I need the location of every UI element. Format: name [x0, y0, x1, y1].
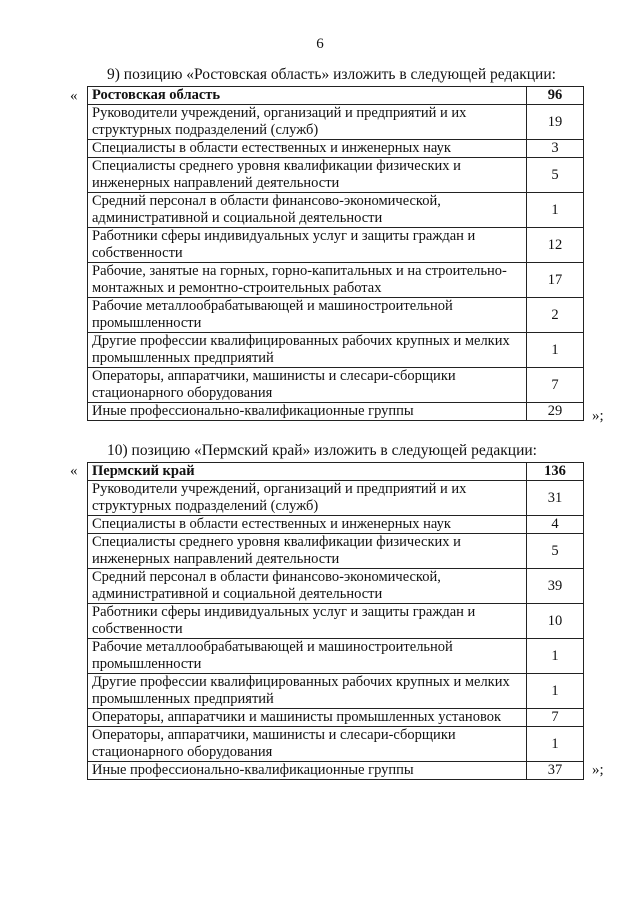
table-row	[88, 158, 584, 193]
group-name: Руководители учреждений, организаций и предприятий и их структурных подразделений (служб)	[88, 105, 527, 140]
group-value: 4	[527, 516, 584, 534]
group-value: 5	[527, 534, 584, 569]
group-name: Другие профессии квалифицированных рабочих крупных и мелких промышленных предприятий	[88, 333, 527, 368]
group-value: 1	[527, 639, 584, 674]
group-value: 12	[527, 228, 584, 263]
group-value: 37	[527, 762, 584, 780]
group-name: Рабочие металлообрабатывающей и машиностроительной промышленности	[88, 639, 527, 674]
group-name: Специалисты в области естественных и инженерных наук	[88, 516, 527, 534]
table-row	[88, 727, 584, 762]
group-name: Иные профессионально-квалификационные группы	[88, 762, 527, 780]
group-name: Специалисты среднего уровня квалификации физических и инженерных направлений деятельности	[88, 158, 527, 193]
table-row	[88, 639, 584, 674]
table-row	[88, 569, 584, 604]
region-name: Пермский край	[88, 463, 527, 481]
group-name: Рабочие металлообрабатывающей и машиностроительной промышленности	[88, 298, 527, 333]
group-value: 7	[527, 368, 584, 403]
table-row	[88, 534, 584, 569]
group-value: 19	[527, 105, 584, 140]
open-quote: «	[70, 88, 78, 104]
table-row	[88, 403, 584, 421]
table-row	[88, 105, 584, 140]
group-name: Специалисты среднего уровня квалификации физических и инженерных направлений деятельности	[88, 534, 527, 569]
table-header-row	[88, 87, 584, 105]
group-value: 1	[527, 727, 584, 762]
close-quote: »;	[592, 762, 604, 778]
group-value: 1	[527, 193, 584, 228]
table-row	[88, 298, 584, 333]
perm-table	[87, 462, 584, 780]
table-row	[88, 140, 584, 158]
group-name: Руководители учреждений, организаций и предприятий и их структурных подразделений (служб)	[88, 481, 527, 516]
table-row	[88, 228, 584, 263]
rostov-table	[87, 86, 584, 421]
section-intro-perm: 10) позицию «Пермский край» изложить в следующей редакции:	[107, 442, 537, 459]
group-value: 2	[527, 298, 584, 333]
group-value: 10	[527, 604, 584, 639]
group-name: Рабочие, занятые на горных, горно-капитальных и на строительно-монтажных и ремонтно-строительных работах	[88, 263, 527, 298]
table-row	[88, 674, 584, 709]
group-value: 7	[527, 709, 584, 727]
table-row	[88, 604, 584, 639]
group-name: Средний персонал в области финансово-экономической, административной и социальной деятельности	[88, 193, 527, 228]
table-header-row	[88, 463, 584, 481]
page-number: 6	[316, 36, 324, 52]
open-quote: «	[70, 463, 78, 479]
group-value: 29	[527, 403, 584, 421]
group-value: 1	[527, 333, 584, 368]
region-total: 96	[527, 87, 584, 105]
group-name: Операторы, аппаратчики и машинисты промышленных установок	[88, 709, 527, 727]
group-value: 39	[527, 569, 584, 604]
group-value: 5	[527, 158, 584, 193]
table-row	[88, 263, 584, 298]
region-name: Ростовская область	[88, 87, 527, 105]
table-row	[88, 481, 584, 516]
table-row	[88, 516, 584, 534]
table-row	[88, 762, 584, 780]
table-row	[88, 709, 584, 727]
group-value: 3	[527, 140, 584, 158]
group-name: Специалисты в области естественных и инженерных наук	[88, 140, 527, 158]
group-name: Операторы, аппаратчики, машинисты и слесари-сборщики стационарного оборудования	[88, 727, 527, 762]
group-name: Иные профессионально-квалификационные группы	[88, 403, 527, 421]
close-quote: »;	[592, 408, 604, 424]
group-value: 17	[527, 263, 584, 298]
table-row	[88, 333, 584, 368]
table-row	[88, 368, 584, 403]
group-name: Другие профессии квалифицированных рабочих крупных и мелких промышленных предприятий	[88, 674, 527, 709]
group-name: Операторы, аппаратчики, машинисты и слесари-сборщики стационарного оборудования	[88, 368, 527, 403]
group-value: 31	[527, 481, 584, 516]
table-row	[88, 193, 584, 228]
group-value: 1	[527, 674, 584, 709]
section-intro-rostov: 9) позицию «Ростовская область» изложить в следующей редакции:	[107, 66, 556, 83]
group-name: Работники сферы индивидуальных услуг и защиты граждан и собственности	[88, 604, 527, 639]
region-total: 136	[527, 463, 584, 481]
group-name: Работники сферы индивидуальных услуг и защиты граждан и собственности	[88, 228, 527, 263]
group-name: Средний персонал в области финансово-экономической, административной и социальной деятельности	[88, 569, 527, 604]
